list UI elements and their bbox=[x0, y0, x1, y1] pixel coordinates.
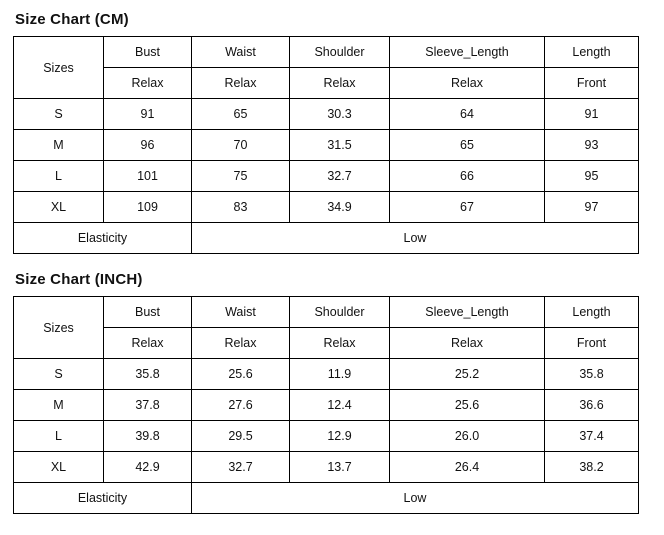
cell-bust: 101 bbox=[104, 161, 192, 192]
table-subheader-row bbox=[14, 68, 639, 99]
table-row bbox=[14, 99, 639, 130]
cell-shoulder: 34.9 bbox=[290, 192, 390, 223]
table-row bbox=[14, 192, 639, 223]
cell-shoulder: 13.7 bbox=[290, 452, 390, 483]
cell-bust: 109 bbox=[104, 192, 192, 223]
cell-length: 38.2 bbox=[545, 452, 639, 483]
row-size-label: XL bbox=[14, 192, 104, 223]
page-title-cm: Size Chart (CM) bbox=[15, 11, 129, 28]
cell-length: 97 bbox=[545, 192, 639, 223]
cell-sleeve-length: 66 bbox=[390, 161, 545, 192]
column-header-waist: Waist bbox=[192, 297, 290, 328]
cell-waist: 32.7 bbox=[192, 452, 290, 483]
subheader-bust-relax: Relax bbox=[104, 68, 192, 99]
subheader-length-front: Front bbox=[545, 328, 639, 359]
cell-sleeve-length: 65 bbox=[390, 130, 545, 161]
cell-waist: 83 bbox=[192, 192, 290, 223]
row-size-label: M bbox=[14, 390, 104, 421]
cell-bust: 35.8 bbox=[104, 359, 192, 390]
cell-shoulder: 12.9 bbox=[290, 421, 390, 452]
cell-bust: 42.9 bbox=[104, 452, 192, 483]
cell-sleeve-length: 25.2 bbox=[390, 359, 545, 390]
size-chart-table-cm bbox=[13, 36, 639, 254]
subheader-waist-relax: Relax bbox=[192, 328, 290, 359]
cell-waist: 25.6 bbox=[192, 359, 290, 390]
row-size-label: M bbox=[14, 130, 104, 161]
table-row bbox=[14, 130, 639, 161]
cell-waist: 65 bbox=[192, 99, 290, 130]
section-spacer bbox=[13, 254, 651, 268]
cell-bust: 37.8 bbox=[104, 390, 192, 421]
table-row bbox=[14, 359, 639, 390]
row-size-label: XL bbox=[14, 452, 104, 483]
cell-shoulder: 12.4 bbox=[290, 390, 390, 421]
cell-waist: 70 bbox=[192, 130, 290, 161]
cell-sleeve-length: 67 bbox=[390, 192, 545, 223]
row-size-label: L bbox=[14, 161, 104, 192]
cell-shoulder: 30.3 bbox=[290, 99, 390, 130]
table-row bbox=[14, 452, 639, 483]
column-header-sleeve-length: Sleeve_Length bbox=[390, 37, 545, 68]
column-header-length: Length bbox=[545, 297, 639, 328]
column-header-bust: Bust bbox=[104, 297, 192, 328]
cell-shoulder: 31.5 bbox=[290, 130, 390, 161]
table-header-row bbox=[14, 37, 639, 68]
table-footer-row bbox=[14, 223, 639, 254]
cell-sleeve-length: 26.4 bbox=[390, 452, 545, 483]
subheader-length-front: Front bbox=[545, 68, 639, 99]
cell-bust: 91 bbox=[104, 99, 192, 130]
cell-sleeve-length: 26.0 bbox=[390, 421, 545, 452]
cell-length: 91 bbox=[545, 99, 639, 130]
table-row bbox=[14, 161, 639, 192]
cell-length: 35.8 bbox=[545, 359, 639, 390]
column-header-length: Length bbox=[545, 37, 639, 68]
row-size-label: S bbox=[14, 359, 104, 390]
row-size-label: S bbox=[14, 99, 104, 130]
column-header-bust: Bust bbox=[104, 37, 192, 68]
elasticity-label: Elasticity bbox=[14, 223, 192, 254]
table-header-row bbox=[14, 297, 639, 328]
column-header-shoulder: Shoulder bbox=[290, 297, 390, 328]
cell-length: 93 bbox=[545, 130, 639, 161]
subheader-sleeve-relax: Relax bbox=[390, 68, 545, 99]
page-title-inch: Size Chart (INCH) bbox=[15, 271, 143, 288]
column-header-shoulder: Shoulder bbox=[290, 37, 390, 68]
cell-length: 37.4 bbox=[545, 421, 639, 452]
cell-shoulder: 11.9 bbox=[290, 359, 390, 390]
cell-sleeve-length: 64 bbox=[390, 99, 545, 130]
column-header-waist: Waist bbox=[192, 37, 290, 68]
cell-waist: 75 bbox=[192, 161, 290, 192]
subheader-waist-relax: Relax bbox=[192, 68, 290, 99]
column-header-sizes: Sizes bbox=[14, 37, 104, 99]
table-row bbox=[14, 421, 639, 452]
cell-sleeve-length: 25.6 bbox=[390, 390, 545, 421]
cell-bust: 96 bbox=[104, 130, 192, 161]
cell-length: 95 bbox=[545, 161, 639, 192]
subheader-bust-relax: Relax bbox=[104, 328, 192, 359]
subheader-shoulder-relax: Relax bbox=[290, 328, 390, 359]
subheader-shoulder-relax: Relax bbox=[290, 68, 390, 99]
cell-shoulder: 32.7 bbox=[290, 161, 390, 192]
elasticity-value: Low bbox=[192, 223, 639, 254]
row-size-label: L bbox=[14, 421, 104, 452]
elasticity-label: Elasticity bbox=[14, 483, 192, 514]
column-header-sleeve-length: Sleeve_Length bbox=[390, 297, 545, 328]
cell-bust: 39.8 bbox=[104, 421, 192, 452]
elasticity-value: Low bbox=[192, 483, 639, 514]
table-row bbox=[14, 390, 639, 421]
table-subheader-row bbox=[14, 328, 639, 359]
size-chart-table-inch bbox=[13, 296, 639, 514]
table-footer-row bbox=[14, 483, 639, 514]
cell-waist: 27.6 bbox=[192, 390, 290, 421]
column-header-sizes: Sizes bbox=[14, 297, 104, 359]
cell-waist: 29.5 bbox=[192, 421, 290, 452]
subheader-sleeve-relax: Relax bbox=[390, 328, 545, 359]
cell-length: 36.6 bbox=[545, 390, 639, 421]
